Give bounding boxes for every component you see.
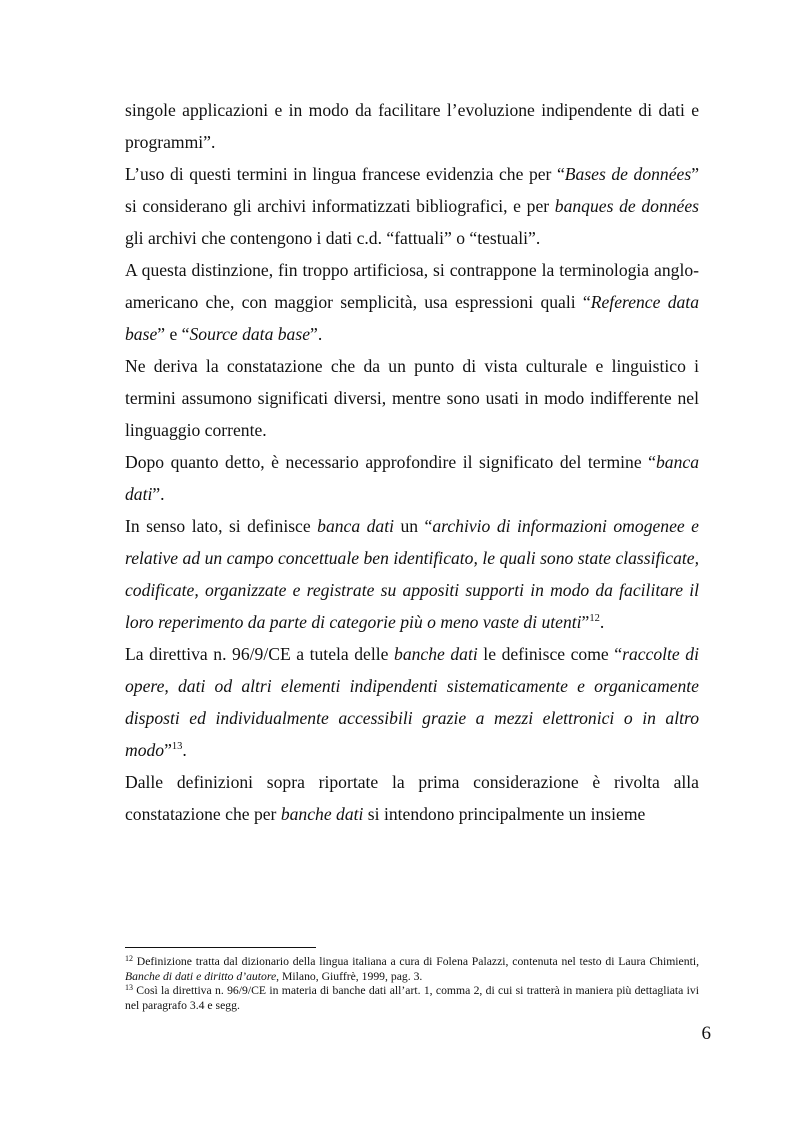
text-run: ” (581, 612, 590, 632)
text-run: Così la direttiva n. 96/9/CE in materia di banche dati all’art. 1, comma 2, di cui si tratterà in maniera più dettagliata ivi nel paragrafo 3.4 e segg. (125, 984, 699, 1012)
paragraph-6 (125, 510, 699, 638)
italic-text: Source data base (189, 324, 311, 344)
text-run: Definizione tratta dal dizionario della lingua italiana a cura di Folena Palazzi, contenuta nel testo di Laura Chimienti, (133, 955, 699, 968)
page-number: 6 (701, 1023, 711, 1044)
footnote-reference: 12 (589, 613, 600, 624)
paragraph-7 (125, 638, 699, 766)
text-run: singole applicazioni e in modo da facilitare l’evoluzione indipendente di dati e programmi”. (125, 100, 699, 152)
italic-text: banca dati (317, 516, 394, 536)
paragraph-5 (125, 446, 699, 510)
italic-text: archivio di informazioni omogenee e relative ad un campo concettuale ben identificato, le quali sono state classificate, codificate, organizzate e registrate su appositi supporti in modo da facilitare il loro reperimento da parte di categorie più o meno vaste di utenti (125, 516, 699, 632)
text-run: Ne deriva la constatazione che da un punto di vista culturale e linguistico i termini assumono significati diversi, mentre sono usati in modo indifferente nel linguaggio corrente. (125, 356, 699, 440)
footnote-reference: 12 (125, 954, 133, 963)
footnote-reference: 13 (171, 741, 183, 752)
text-run: un “ (394, 516, 433, 536)
footnotes (125, 955, 699, 1013)
text-run: le definisce come “ (477, 644, 623, 664)
italic-text: raccolte di opere, dati od altri elementi indipendenti sistematicamente e organicamente disposti ed individualmente accessibili grazie a mezzi elettronici o in altro modo (125, 644, 699, 760)
footnote-reference: 13 (125, 983, 133, 992)
italic-text: banques de données (554, 196, 700, 216)
text-run: La direttiva n. 96/9/CE a tutela delle (125, 644, 395, 664)
paragraph-4 (125, 350, 699, 446)
text-run: ” si considerano gli archivi informatizzati bibliografici, e per (125, 164, 699, 216)
text-run: si intendono principalmente un insieme (363, 804, 646, 824)
paragraph-8 (125, 766, 699, 830)
text-run: Dalle definizioni sopra riportate la prima considerazione è rivolta alla constatazione che per (125, 772, 699, 824)
text-run: ” e “ (157, 324, 190, 344)
italic-text: Banche di dati e diritto d’autore (125, 969, 277, 983)
footnote-2 (125, 984, 699, 1013)
text-run: . (599, 612, 605, 632)
paragraph-2 (125, 158, 699, 254)
italic-text: Bases de données (564, 164, 692, 184)
text-run: ”. (152, 484, 165, 504)
paragraph-1 (125, 94, 699, 158)
italic-text: Reference data base (125, 292, 699, 344)
text-run: . (182, 740, 187, 760)
text-run: L’uso di questi termini in lingua francese evidenzia che per “ (125, 164, 565, 184)
body-text (125, 94, 699, 830)
text-run: A questa distinzione, fin troppo artificiosa, si contrappone la terminologia anglo-americano che, con maggior semplicità, usa espressioni quali “ (125, 260, 699, 312)
text-run: gli archivi che contengono i dati c.d. “fattuali” o “testuali”. (125, 228, 541, 248)
footnote-separator (125, 947, 316, 948)
text-run: ” (164, 740, 172, 760)
paragraph-3 (125, 254, 699, 350)
footnote-1 (125, 955, 699, 984)
text-run: In senso lato, si definisce (125, 516, 318, 536)
italic-text: banche dati (394, 644, 478, 664)
italic-text: banca dati (125, 452, 699, 504)
text-run: Dopo quanto detto, è necessario approfondire il significato del termine “ (125, 452, 656, 472)
text-run: , Milano, Giuffrè, 1999, pag. 3. (276, 969, 423, 983)
text-run: ”. (310, 324, 323, 344)
italic-text: banche dati (280, 804, 364, 824)
